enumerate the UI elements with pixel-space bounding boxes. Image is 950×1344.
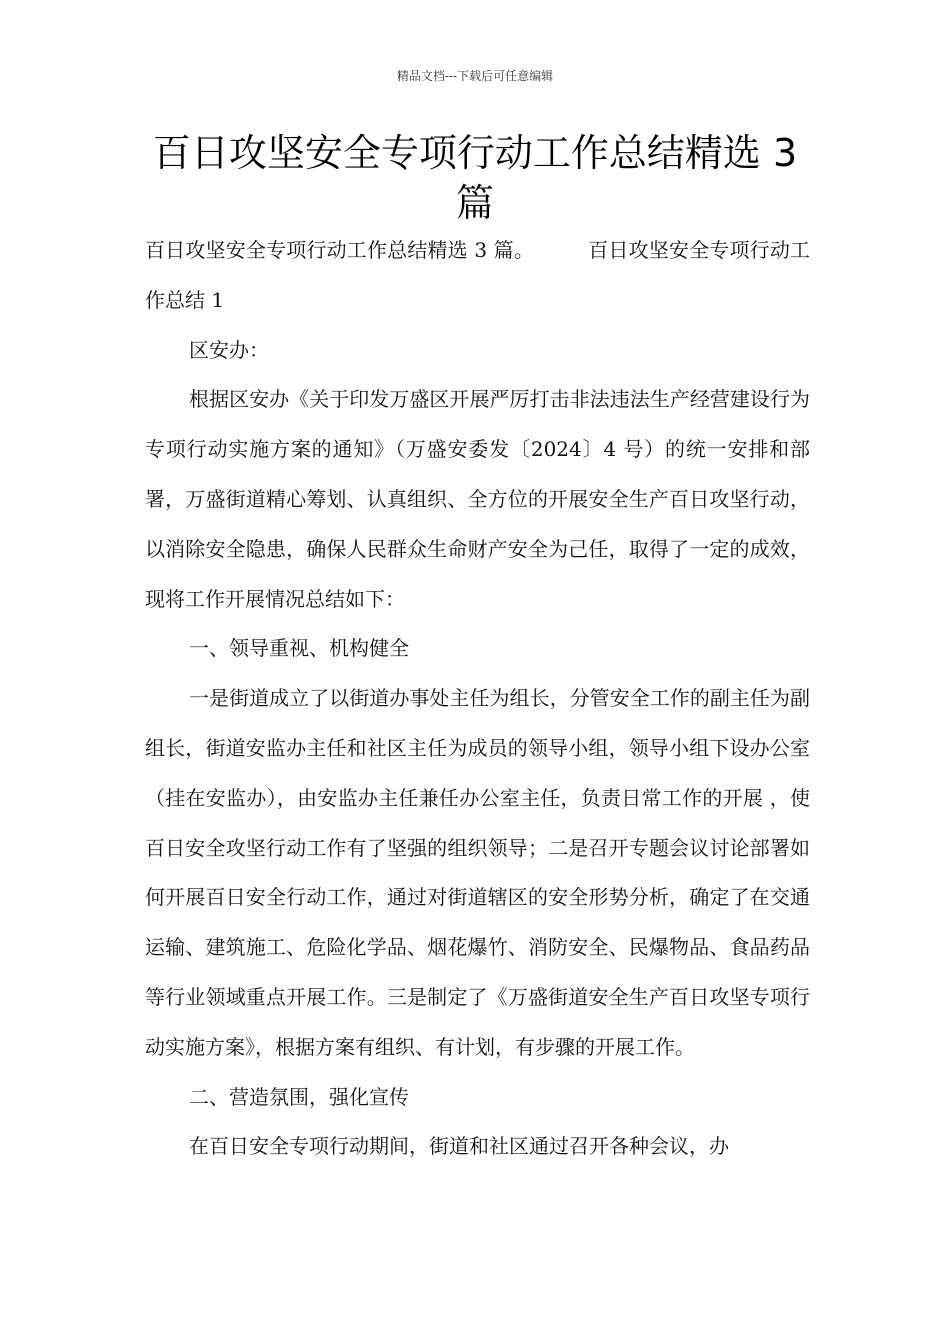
section-heading-1: 一、领导重视、机构健全 xyxy=(189,636,409,661)
paragraph-section-2: 在百日安全专项行动期间，街道和社区通过召开各种会议，办 xyxy=(189,1134,729,1159)
document-title: 百日攻坚安全专项行动工作总结精选 3 篇 xyxy=(152,131,798,225)
salutation: 区安办： xyxy=(189,337,269,362)
paragraph-section-1: 一是街道成立了以街道办事处主任为组长，分管安全工作的副主任为副组长，街道安监办主任和社区主任为成员的领导小组，领导小组下设办公室（挂在安监办），由安监办主任兼任办公室主任，负责日常工作的开展 ，使百日安全攻坚行动工作有了坚强的组织领导；二是召开专题会议讨论部署如何开展百日安全行动工作，通过对街道辖区的安全形势分析，确定了在交通运输、建筑施工、危险化学品、烟花爆竹、消防安全、民爆物品、食品药品等行业领域重点开展工作。三是制定了《万盛街道安全生产百日攻坚专项行动实施方案》，根据方案有组织、有计划，有步骤的开展工作。 xyxy=(145,686,810,1059)
header-note: 精品文档---下载后可任意编辑 xyxy=(396,69,554,83)
document-body xyxy=(145,226,810,1172)
section-heading-2: 二、营造氛围，强化宣传 xyxy=(189,1084,409,1109)
intro-text-b: 百日攻坚安全专项行动工作总结 1 xyxy=(145,238,810,312)
intro-text-a: 百日攻坚安全专项行动工作总结精选 3 篇。 xyxy=(145,238,535,262)
intro-paragraph xyxy=(145,226,810,326)
paragraph-opening: 根据区安办《关于印发万盛区开展严厉打击非法违法生产经营建设行为专项行动实施方案的通知》（万盛安委发〔2024〕4 号）的统一安排和部署，万盛街道精心筹划、认真组织、全方位的开展安全生产百日攻坚行动，以消除安全隐患，确保人民群众生命财产安全为己任，取得了一定的成效，现将工作开展情况总结如下： xyxy=(145,387,810,611)
